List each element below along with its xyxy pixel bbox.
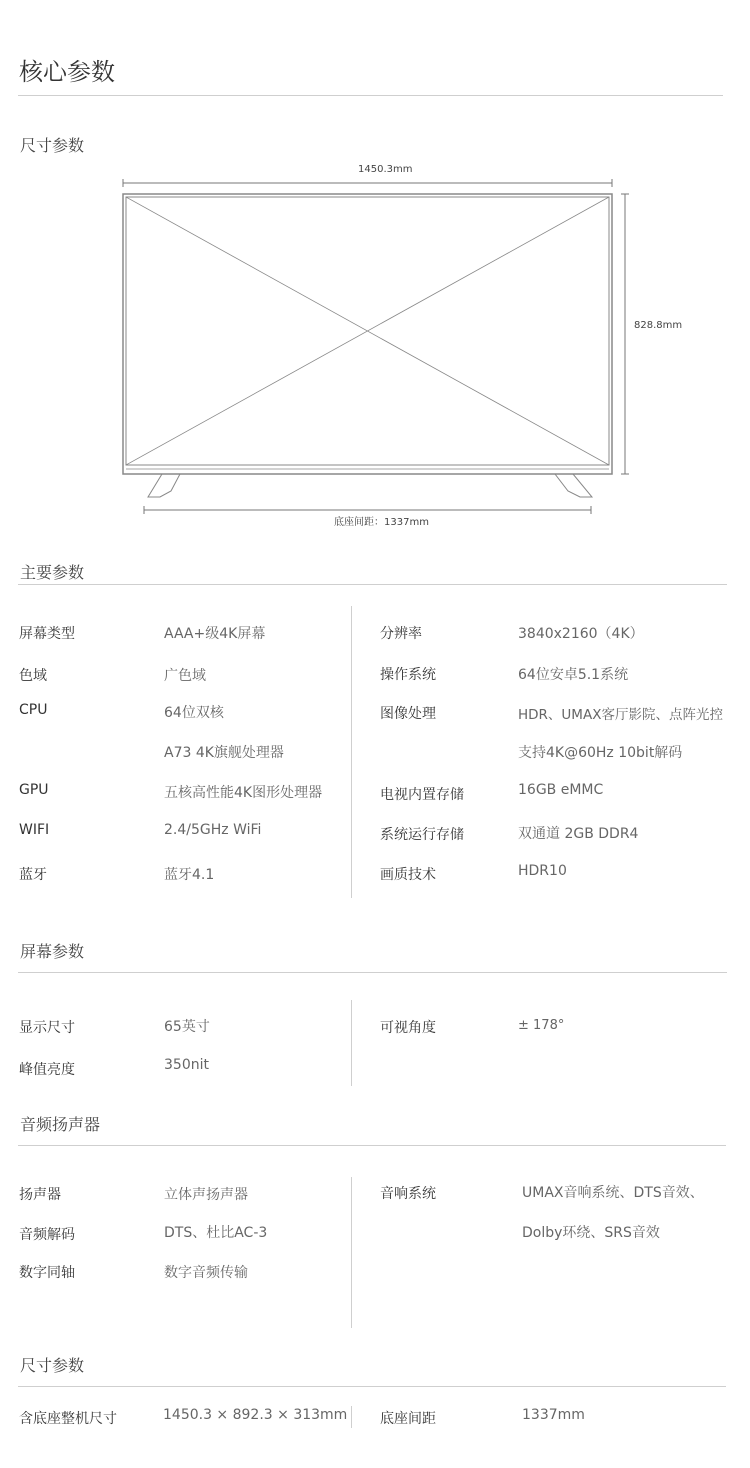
spec-value: 1337mm bbox=[522, 1407, 585, 1423]
spec-label: 扬声器 bbox=[19, 1187, 61, 1203]
spec-value: 65英寸 bbox=[164, 1019, 210, 1035]
spec-value: 双通道 2GB DDR4 bbox=[518, 826, 639, 842]
height-label: 828.8mm bbox=[634, 320, 683, 331]
spec-label: 数字同轴 bbox=[19, 1265, 75, 1281]
page-title: 核心参数 bbox=[19, 58, 115, 86]
spec-label: 音频解码 bbox=[19, 1227, 75, 1243]
height-dimension-line bbox=[621, 194, 629, 474]
spec-value: 广色域 bbox=[164, 668, 206, 684]
main-column-divider bbox=[351, 606, 352, 898]
spec-value: 16GB eMMC bbox=[518, 782, 604, 798]
spec-value: 立体声扬声器 bbox=[164, 1187, 248, 1203]
spec-value: 1450.3 × 892.3 × 313mm bbox=[163, 1407, 348, 1423]
spec-value: A73 4K旗舰处理器 bbox=[164, 745, 284, 761]
spec-label: CPU bbox=[19, 702, 48, 718]
spec-label: GPU bbox=[19, 782, 49, 798]
dimension-column-divider bbox=[351, 1406, 352, 1428]
section-title-screen: 屏幕参数 bbox=[20, 942, 85, 961]
spec-label: 系统运行存储 bbox=[380, 827, 464, 843]
spec-value: DTS、杜比AC-3 bbox=[164, 1225, 268, 1241]
tv-stand-legs bbox=[148, 474, 592, 497]
spec-value: ± 178° bbox=[518, 1018, 565, 1033]
tv-outline bbox=[123, 194, 612, 474]
audio-divider bbox=[18, 1145, 726, 1146]
spec-value: HDR、UMAX客厅影院、点阵光控 bbox=[518, 707, 723, 723]
spec-value: HDR10 bbox=[518, 863, 567, 879]
spec-value: AAA+级4K屏幕 bbox=[164, 626, 266, 642]
spec-value: 数字音频传输 bbox=[164, 1265, 248, 1281]
screen-divider bbox=[18, 972, 727, 973]
spec-label: 图像处理 bbox=[380, 706, 436, 722]
spec-value: 350nit bbox=[164, 1057, 209, 1073]
dimension-divider bbox=[18, 1386, 726, 1387]
spec-label: 色域 bbox=[19, 668, 47, 684]
tv-dimension-diagram bbox=[0, 0, 750, 540]
spec-label: 蓝牙 bbox=[19, 867, 47, 883]
main-divider bbox=[18, 584, 727, 585]
spec-label: 屏幕类型 bbox=[19, 626, 75, 642]
width-dimension-line bbox=[123, 179, 612, 187]
spec-value: 64位双核 bbox=[164, 705, 224, 721]
spec-label: 峰值亮度 bbox=[19, 1062, 75, 1078]
spec-label: 画质技术 bbox=[380, 867, 436, 883]
spec-value: 2.4/5GHz WiFi bbox=[164, 822, 262, 838]
audio-column-divider bbox=[351, 1177, 352, 1328]
spec-label: 电视内置存储 bbox=[380, 787, 464, 803]
spec-label: 含底座整机尺寸 bbox=[19, 1411, 117, 1427]
section-title-audio: 音频扬声器 bbox=[20, 1115, 101, 1134]
section-title-main: 主要参数 bbox=[20, 563, 85, 582]
spec-value: UMAX音响系统、DTS音效、 bbox=[522, 1185, 704, 1201]
section-title-dimension: 尺寸参数 bbox=[20, 1356, 85, 1375]
spec-label: 底座间距 bbox=[380, 1411, 436, 1427]
spec-value: 蓝牙4.1 bbox=[164, 867, 215, 883]
screen-column-divider bbox=[351, 1000, 352, 1086]
spec-label: WIFI bbox=[19, 822, 50, 838]
width-label: 1450.3mm bbox=[358, 164, 413, 175]
spec-label: 显示尺寸 bbox=[19, 1020, 75, 1036]
spec-value: 五核高性能4K图形处理器 bbox=[164, 785, 323, 801]
section-title-size: 尺寸参数 bbox=[20, 136, 85, 155]
spec-value: 64位安卓5.1系统 bbox=[518, 667, 629, 683]
spec-label: 分辨率 bbox=[380, 626, 422, 642]
spec-value: 3840x2160（4K） bbox=[518, 626, 644, 642]
spec-label: 音响系统 bbox=[380, 1186, 436, 1202]
spec-value: Dolby环绕、SRS音效 bbox=[522, 1225, 660, 1241]
stand-label: 底座间距：1337mm bbox=[334, 517, 429, 528]
spec-label: 可视角度 bbox=[380, 1020, 436, 1036]
spec-value: 支持4K@60Hz 10bit解码 bbox=[518, 745, 683, 761]
spec-label: 操作系统 bbox=[380, 667, 436, 683]
